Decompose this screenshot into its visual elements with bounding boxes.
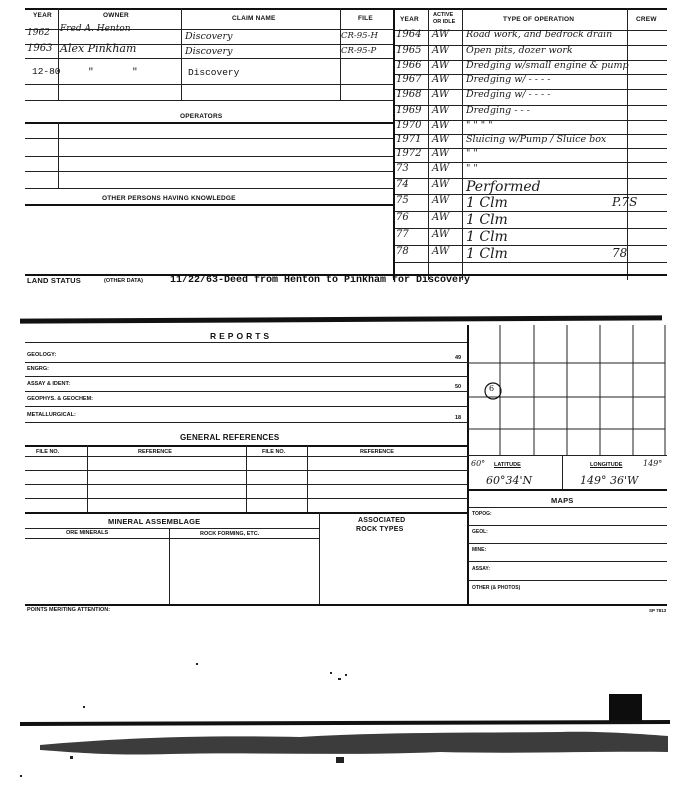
map-row-label: ASSAY:	[472, 566, 491, 572]
header-file: FILE	[358, 15, 373, 22]
operation-type: " " " "	[466, 120, 493, 131]
land-status-label: LAND STATUS	[27, 276, 82, 285]
operation-status: AW	[432, 134, 450, 145]
header-type-of-operation: TYPE OF OPERATION	[503, 16, 575, 23]
header-claim-name: CLAIM NAME	[232, 15, 276, 22]
report-label: GEOLOGY:	[27, 352, 57, 358]
operation-year: 1971	[396, 134, 422, 145]
latitude-label: LATITUDE	[494, 462, 521, 468]
latitude-value: 60°34'N	[486, 474, 533, 487]
owner-year: 12-80	[32, 66, 61, 77]
operation-status: AW	[432, 148, 450, 159]
operation-year: 1967	[396, 74, 422, 85]
operation-status: AW	[432, 74, 450, 85]
header-owner: OWNER	[103, 12, 129, 19]
operation-status: AW	[432, 45, 450, 56]
genref-col: REFERENCE	[360, 449, 394, 455]
owner-year: 1962	[27, 28, 50, 38]
report-label: GEOPHYS. & GEOCHEM:	[27, 396, 94, 402]
scan-noise-band	[40, 732, 668, 755]
circled-section-number: 6	[489, 384, 495, 393]
operation-type: Dredging - - -	[466, 105, 530, 116]
operation-type: Dredging w/ - - - -	[466, 74, 551, 85]
operation-status: AW	[432, 195, 450, 206]
owner-name: Alex Pinkham	[60, 42, 137, 55]
black-registration-mark	[609, 694, 642, 724]
operation-type: " "	[466, 163, 478, 174]
map-row-label: MINE:	[472, 547, 487, 553]
maps-title: MAPS	[551, 496, 574, 505]
operation-crew: 78	[612, 246, 628, 260]
operation-type: Dredging w/ - - - -	[466, 89, 551, 100]
genref-col: FILE NO.	[36, 449, 60, 455]
operation-status: AW	[432, 29, 450, 40]
latitude-prefix: 60°	[471, 459, 486, 468]
report-number: 50	[455, 384, 462, 390]
owner-claim: Discovery	[185, 46, 233, 57]
operation-type: 1 Clm	[466, 212, 508, 228]
map-row-label: GEOL:	[472, 529, 488, 535]
owner-name: "	[88, 66, 94, 77]
report-number: 49	[455, 355, 462, 361]
operation-year: 1969	[396, 105, 422, 116]
longitude-prefix: 149°	[643, 459, 663, 468]
operation-type: Road work, and bedrock drain	[466, 29, 613, 40]
report-label: ENGRG:	[27, 366, 49, 372]
report-number: 18	[455, 415, 462, 421]
operation-status: AW	[432, 120, 450, 131]
rock-types-label: ROCK TYPES	[356, 526, 404, 533]
other-persons-header: OTHER PERSONS HAVING KNOWLEDGE	[102, 195, 236, 202]
operation-year: 1968	[396, 89, 422, 100]
header-crew: CREW	[636, 16, 657, 23]
operation-year: 1965	[396, 45, 422, 56]
header-year: YEAR	[33, 12, 52, 19]
ore-minerals-label: ORE MINERALS	[66, 530, 109, 536]
operation-year: 74	[396, 179, 409, 190]
operation-status: AW	[432, 89, 450, 100]
operation-type: " "	[466, 148, 478, 159]
points-meriting-label: POINTS MERITING ATTENTION:	[27, 607, 111, 613]
general-references-title: GENERAL REFERENCES	[180, 433, 280, 442]
owner-year: 1963	[27, 43, 53, 54]
genref-col: FILE NO.	[262, 449, 286, 455]
owner-file: CR-95-P	[341, 46, 377, 56]
operation-type: Open pits, dozer work	[466, 45, 573, 56]
operation-type: 1 Clm	[466, 229, 508, 245]
report-label: METALLURGICAL:	[27, 412, 76, 418]
operation-year: 1972	[396, 148, 422, 159]
operation-status: AW	[432, 246, 450, 257]
map-row-label: OTHER (& PHOTOS)	[472, 585, 521, 591]
genref-col: REFERENCE	[138, 449, 172, 455]
scan-edge-line	[20, 720, 670, 726]
land-status-text: 11/22/63-Deed from Henton to Pinkham for Discovery	[170, 275, 471, 286]
operation-year: 73	[396, 163, 409, 174]
operation-status: AW	[432, 163, 450, 174]
header-active: ACTIVE	[433, 12, 454, 18]
operation-type: Dredging w/small engine & pump	[466, 60, 629, 71]
operation-status: AW	[432, 179, 450, 190]
operation-type: Sluicing w/Pump / Sluice box	[466, 134, 607, 145]
header-or-idle: OR IDLE	[433, 19, 456, 25]
owner-name-2: "	[132, 66, 138, 77]
associated-label: ASSOCIATED	[358, 517, 406, 524]
owner-claim: Discovery	[185, 31, 233, 42]
operation-type: 1 Clm	[466, 195, 508, 211]
operation-year: 1970	[396, 120, 422, 131]
reports-title: REPORTS	[210, 331, 273, 341]
operation-status: AW	[432, 105, 450, 116]
operation-type: 1 Clm	[466, 246, 508, 262]
operation-year: 75	[396, 195, 409, 206]
longitude-value: 149° 36'W	[580, 474, 639, 487]
operation-crew: P.7S	[612, 195, 638, 209]
operation-year: 77	[396, 229, 409, 240]
operation-year: 1966	[396, 60, 422, 71]
rock-forming-label: ROCK FORMING, ETC.	[200, 531, 260, 537]
land-status-sublabel: (OTHER DATA)	[104, 278, 143, 284]
owner-name: Fred A. Henton	[60, 24, 131, 34]
operators-header: OPERATORS	[180, 113, 223, 120]
longitude-label: LONGITUDE	[590, 462, 623, 468]
operation-year: 78	[396, 246, 409, 257]
mineral-title: MINERAL ASSEMBLAGE	[108, 517, 201, 526]
operation-type: Performed	[466, 179, 541, 195]
operation-status: AW	[432, 212, 450, 223]
owner-claim: Discovery	[188, 67, 240, 78]
report-label: ASSAY & IDENT:	[27, 381, 71, 387]
form-code: SP 7813	[649, 608, 667, 613]
header-year-2: YEAR	[400, 16, 419, 23]
operation-year: 1964	[396, 29, 422, 40]
map-row-label: TOPOG:	[472, 511, 492, 517]
operation-year: 76	[396, 212, 409, 223]
owner-file: CR-95-H	[341, 31, 378, 41]
operation-status: AW	[432, 229, 450, 240]
operation-status: AW	[432, 60, 450, 71]
